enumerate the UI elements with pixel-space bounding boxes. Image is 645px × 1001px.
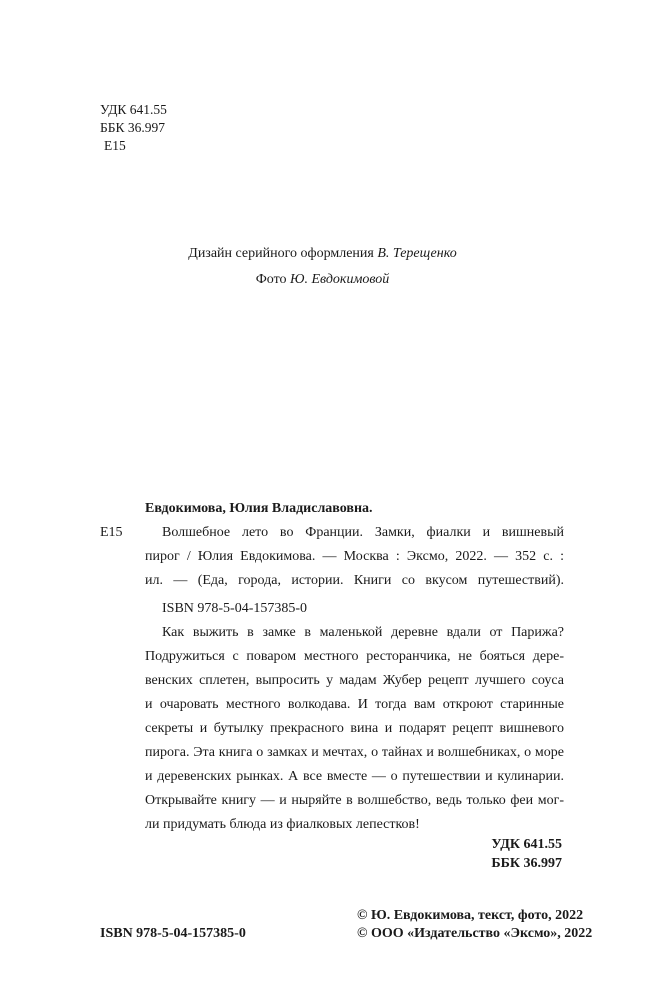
catalog-author-mark: Е15 <box>100 525 123 540</box>
classification-bbk: ББК 36.997 <box>491 856 562 871</box>
catalog-author-heading: Евдокимова, Юлия Владиславовна. <box>145 501 373 516</box>
design-credit-label: Дизайн серийного оформления <box>188 246 378 261</box>
catalog-description-line: пирог / Юлия Евдокимова. — Москва : Эксмо, 2022. — 352 с. : <box>145 549 564 564</box>
photo-credit <box>0 268 645 292</box>
classification-udk: УДК 641.55 <box>491 837 562 852</box>
annotation-line: ли придумать блюда из фиалковых лепестков! <box>145 817 420 832</box>
annotation-line: Как выжить в замке в маленькой деревне вдали от Парижа? <box>162 625 564 640</box>
udk-bbk-block <box>100 101 167 155</box>
annotation-line: пирога. Эта книга о замках и мечтах, о тайнах и волшебниках, о море <box>145 745 564 760</box>
annotation-line: и очаровать местного волкодава. И тогда вам откроют старинные <box>145 697 564 712</box>
photo-credit-label: Фото <box>255 272 291 287</box>
catalog-description-line: ил. — (Еда, города, истории. Книги со вкусом путешествий). <box>145 573 564 588</box>
annotation-line: венских сплетен, выпросить у мадам Жубер рецепт лучшего соуса <box>145 673 564 688</box>
copyright-publisher: © ООО «Издательство «Эксмо», 2022 <box>357 926 593 941</box>
annotation-line: Открывайте книгу — и ныряйте в волшебство, ведь только феи мог- <box>145 793 564 808</box>
photographer-name: Ю. Евдокимовой <box>290 272 390 287</box>
design-credit <box>0 242 645 266</box>
annotation-line: Подружиться с поваром местного ресторанчика, не бояться дере- <box>145 649 564 664</box>
bbk-code: ББК 36.997 <box>100 120 166 135</box>
copyright-author: © Ю. Евдокимова, текст, фото, 2022 <box>357 908 584 923</box>
footer-isbn: ISBN 978-5-04-157385-0 <box>100 926 246 941</box>
catalog-isbn: ISBN 978-5-04-157385-0 <box>162 601 308 616</box>
udk-code: УДК 641.55 <box>100 102 167 117</box>
catalog-description-line: Волшебное лето во Франции. Замки, фиалки и вишневый <box>162 525 564 540</box>
annotation-line: и деревенских рынках. А все вместе — о путешествии и кулинарии. <box>145 769 564 784</box>
annotation-line: секреты и бутылку прекрасного вина и подарят рецепт вишневого <box>145 721 564 736</box>
designer-name: В. Терещенко <box>377 246 457 261</box>
author-mark: Е15 <box>104 138 126 153</box>
